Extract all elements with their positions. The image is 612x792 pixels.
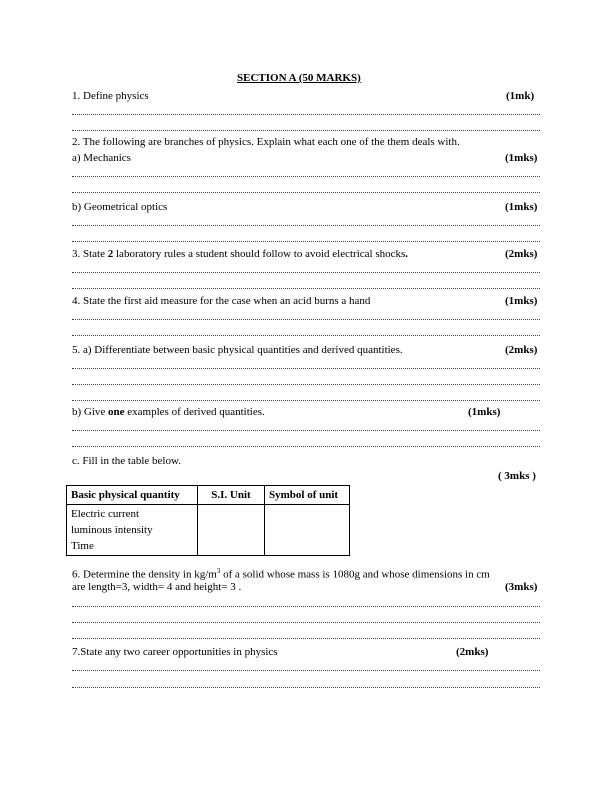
question-5b-marks: (1mks) xyxy=(468,406,501,418)
question-5b-text: b) Give one examples of derived quantities. xyxy=(72,406,265,418)
table-cell: Time xyxy=(71,540,94,552)
si-unit-cell[interactable] xyxy=(198,505,265,556)
question-6-line2: are length=3, width= 4 and height= 3 . xyxy=(72,581,242,593)
emphasis-word: one xyxy=(108,406,125,418)
emphasis-word: 2 xyxy=(107,248,114,260)
answer-line[interactable] xyxy=(72,638,540,639)
question-1-text: 1. Define physics xyxy=(72,90,149,102)
table-header: S.I. Unit xyxy=(198,486,265,505)
question-6-marks: (3mks) xyxy=(505,581,538,593)
table-header: Symbol of unit xyxy=(265,486,350,505)
answer-line[interactable] xyxy=(72,288,540,289)
answer-line[interactable] xyxy=(72,446,540,447)
question-3-marks: (2mks) xyxy=(505,248,538,260)
table-header: Basic physical quantity xyxy=(67,486,198,505)
answer-line[interactable] xyxy=(72,225,540,226)
symbol-cell[interactable] xyxy=(265,505,350,556)
question-5a-text: 5. a) Differentiate between basic physical quantities and derived quantities. xyxy=(72,344,403,356)
table-cell: luminous intensity xyxy=(71,524,153,536)
question-5a-marks: (2mks) xyxy=(505,344,538,356)
answer-line[interactable] xyxy=(72,241,540,242)
section-title: SECTION A (50 MARKS) xyxy=(237,72,361,84)
answer-line[interactable] xyxy=(72,130,540,131)
question-7-marks: (2mks) xyxy=(456,646,489,658)
question-2b-text: b) Geometrical optics xyxy=(72,201,168,213)
units-table xyxy=(66,485,350,556)
question-2a-text: a) Mechanics xyxy=(72,152,131,164)
question-4-text: 4. State the first aid measure for the case when an acid burns a hand xyxy=(72,295,371,307)
answer-line[interactable] xyxy=(72,384,540,385)
question-5c-marks: ( 3mks ) xyxy=(498,470,536,482)
table-cell: Electric current xyxy=(71,508,140,520)
answer-line[interactable] xyxy=(72,114,540,115)
question-7-text: 7.State any two career opportunities in physics xyxy=(72,646,278,658)
answer-line[interactable] xyxy=(72,335,540,336)
table-cell-quantities xyxy=(67,505,198,556)
question-6-line1: 6. Determine the density in $kg/m^3$ of a solid whose mass is 1080g and whose dimensions in cm xyxy=(72,567,490,581)
question-4-marks: (1mks) xyxy=(505,295,538,307)
answer-line[interactable] xyxy=(72,670,540,671)
question-2-intro: 2. The following are branches of physics. Explain what each one of the them deals with. xyxy=(72,136,460,148)
table-row xyxy=(67,505,350,556)
answer-line[interactable] xyxy=(72,400,540,401)
answer-line[interactable] xyxy=(72,319,540,320)
answer-line[interactable] xyxy=(72,272,540,273)
table-header-row xyxy=(67,486,350,505)
answer-line[interactable] xyxy=(72,430,540,431)
answer-line[interactable] xyxy=(72,368,540,369)
answer-line[interactable] xyxy=(72,622,540,623)
answer-line[interactable] xyxy=(72,687,540,688)
question-2b-marks: (1mks) xyxy=(505,201,538,213)
question-2a-marks: (1mks) xyxy=(505,152,538,164)
question-5c-text: c. Fill in the table below. xyxy=(72,455,181,467)
answer-line[interactable] xyxy=(72,606,540,607)
answer-line[interactable] xyxy=(72,176,540,177)
answer-line[interactable] xyxy=(72,192,540,193)
question-3-text: 3. State 2 laboratory rules a student should follow to avoid electrical shocks. xyxy=(72,248,409,260)
question-1-marks: (1mk) xyxy=(506,90,535,102)
